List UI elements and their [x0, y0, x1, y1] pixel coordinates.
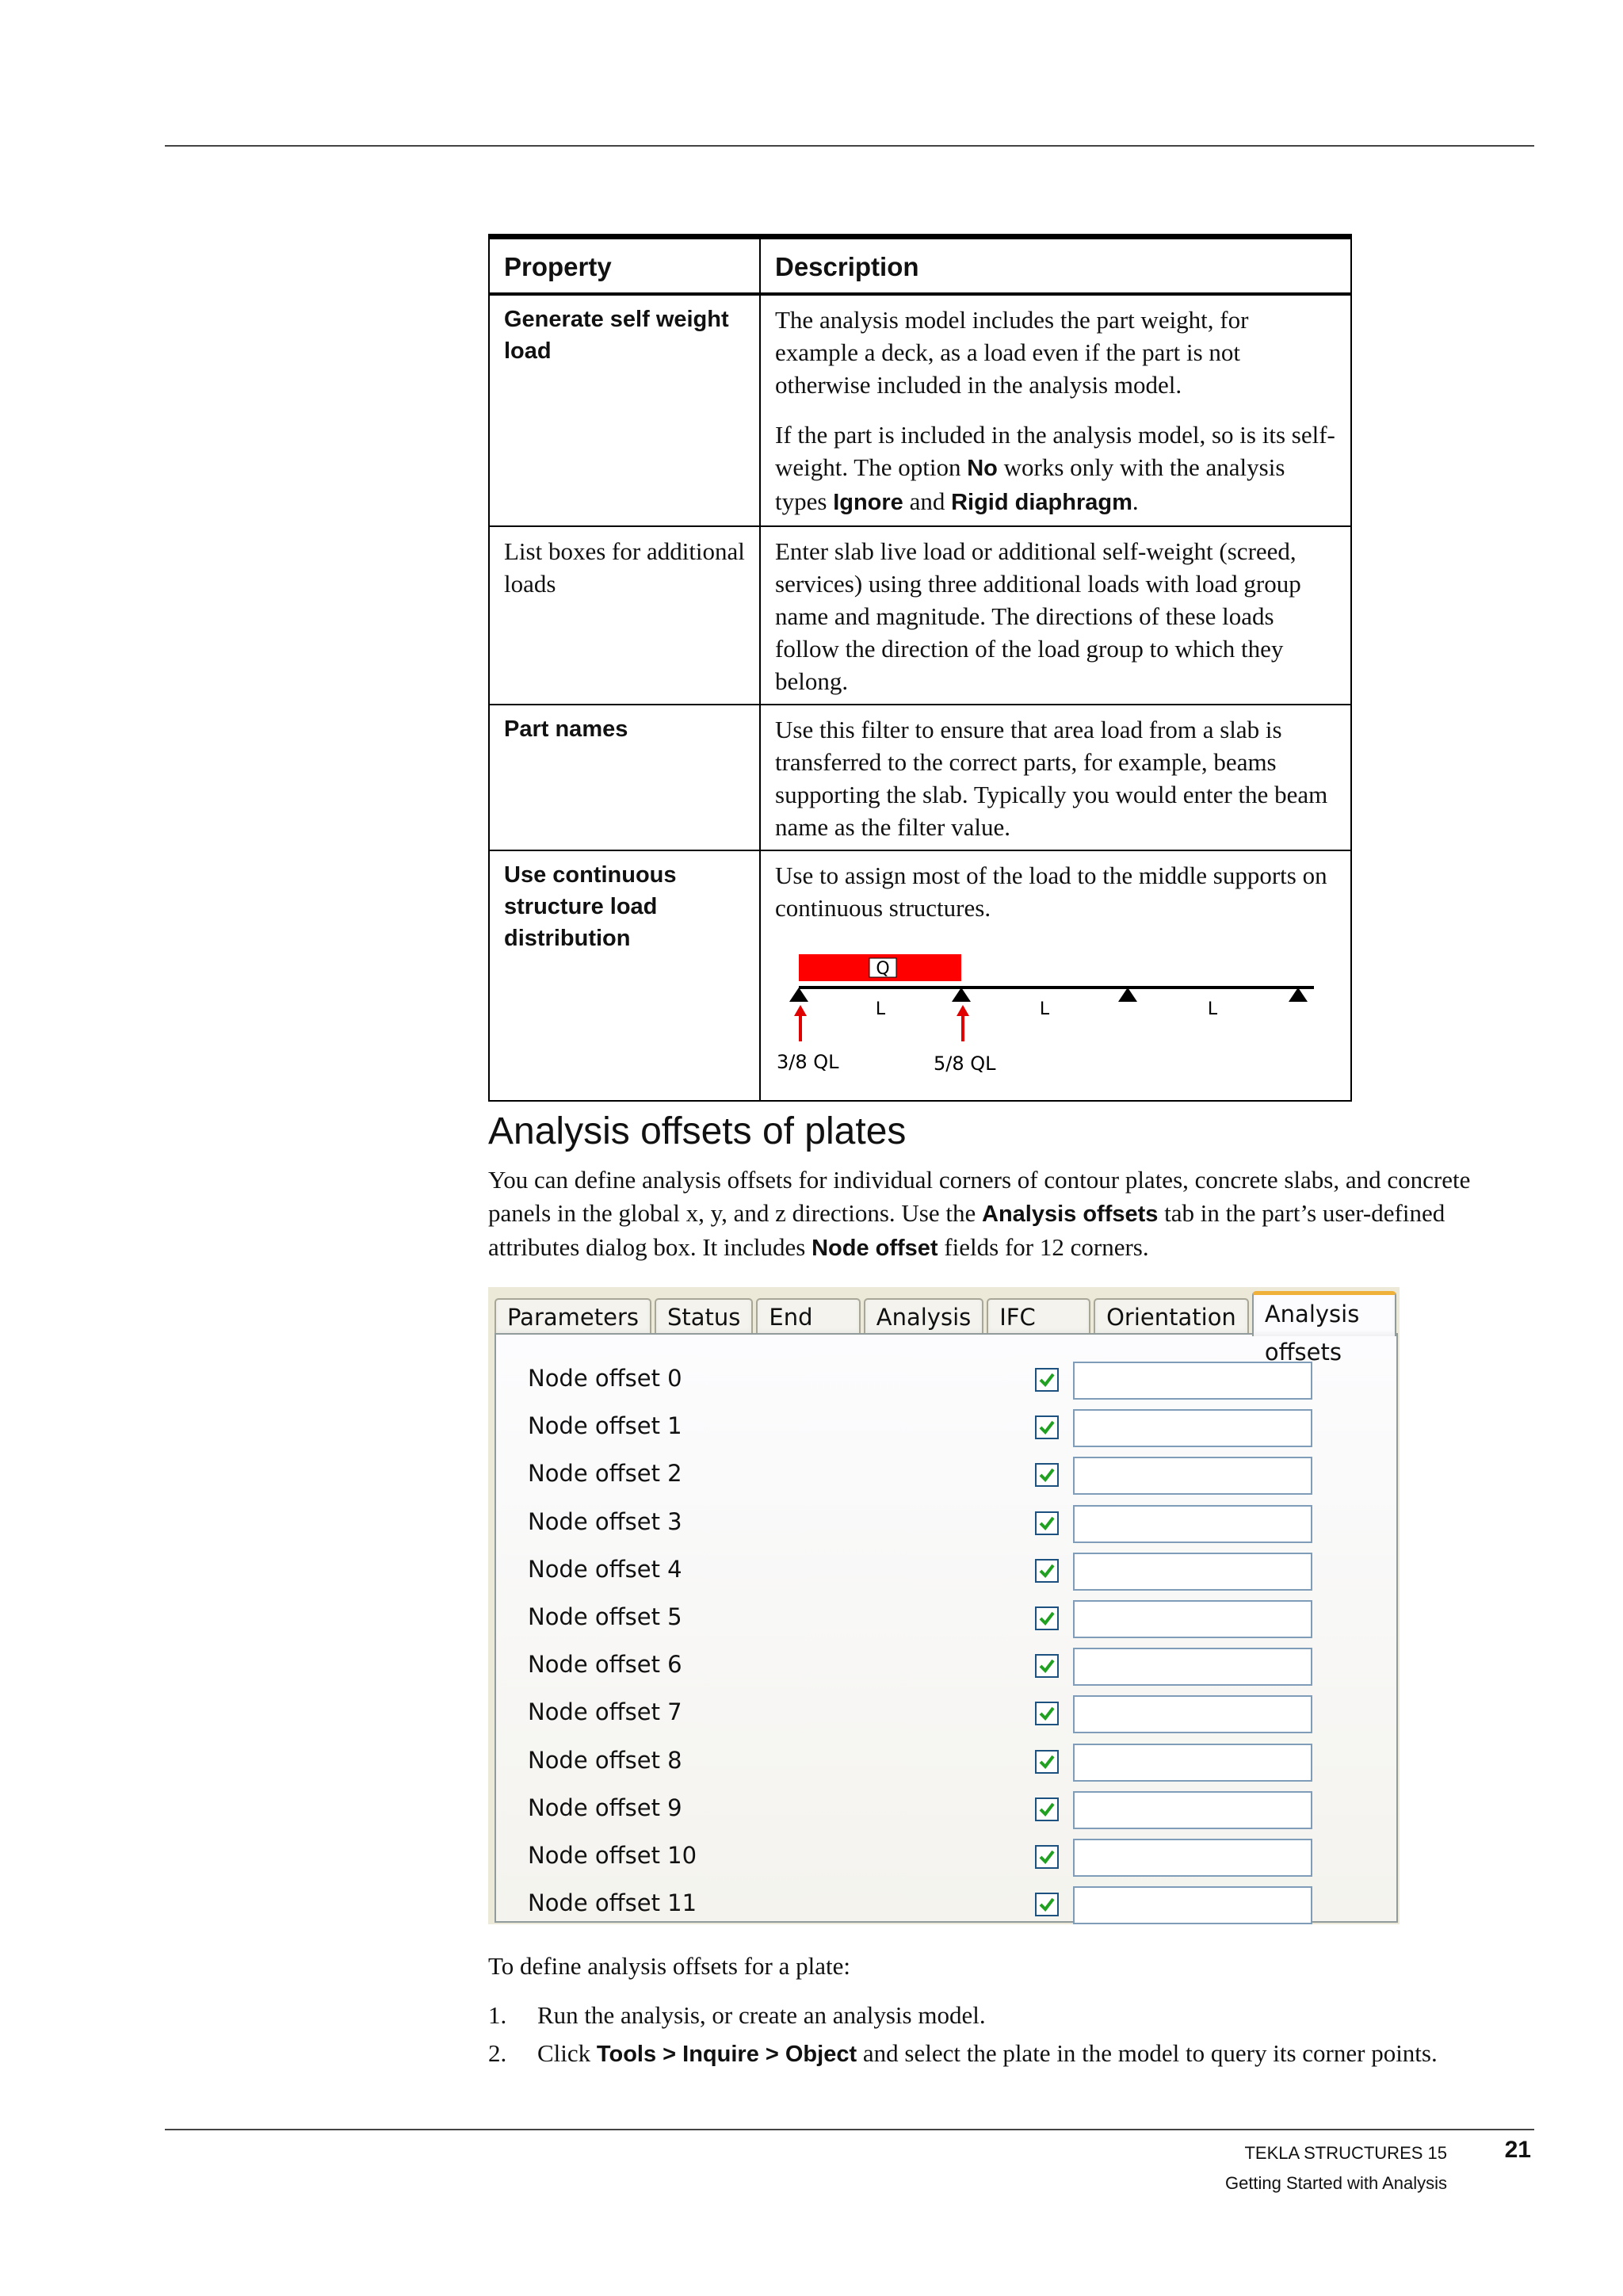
page-number: 21 [1504, 2137, 1531, 2163]
support-icon [952, 988, 971, 1002]
node-offset-input[interactable] [1073, 1839, 1312, 1877]
table-row [489, 526, 1351, 705]
property-cell: Use continuous structure load distribution [489, 850, 760, 1101]
description-cell: Use this filter to ensure that area load from a slab is transferred to the correct parts, for example, beams supporting the slab. Typically you would enter the beam name as the filter value. [760, 705, 1351, 850]
tab-analysis[interactable]: Analysis [864, 1298, 983, 1335]
node-offset-input[interactable] [1073, 1457, 1312, 1495]
node-offset-checkbox[interactable] [1035, 1750, 1059, 1774]
table-row [489, 705, 1351, 850]
text-run: works only with the analysis types [775, 453, 1285, 515]
footer-rule [165, 2129, 1534, 2130]
node-offset-input[interactable] [1073, 1648, 1312, 1686]
menu-path: Tools > Inquire > Object [596, 2042, 857, 2067]
tab-parameters[interactable]: Parameters [495, 1298, 651, 1335]
load-label: Q [876, 959, 890, 979]
node-offset-row [496, 1695, 1396, 1740]
reaction-left-label: 3/8 QL [777, 1051, 839, 1073]
node-offset-label: Node offset 2 [528, 1460, 682, 1488]
node-offset-input[interactable] [1073, 1600, 1312, 1638]
node-offset-label: Node offset 6 [528, 1651, 682, 1679]
node-offset-row [496, 1886, 1396, 1931]
node-offset-row [496, 1648, 1396, 1692]
tab-orientation[interactable]: Orientation [1094, 1298, 1249, 1335]
node-offset-checkbox[interactable] [1035, 1415, 1059, 1439]
node-offset-label: Node offset 1 [528, 1412, 682, 1440]
node-offset-checkbox[interactable] [1035, 1702, 1059, 1725]
span-label: L [875, 999, 886, 1019]
node-offset-input[interactable] [1073, 1695, 1312, 1733]
node-offset-label: Node offset 5 [528, 1603, 682, 1630]
text-run: fields for 12 corners. [938, 1233, 1149, 1261]
tab-status[interactable]: Status [655, 1298, 753, 1335]
reaction-arrow-icon [957, 1005, 969, 1041]
analysis-offsets-dialog [488, 1287, 1400, 1924]
node-offset-term: Node offset [812, 1236, 938, 1261]
node-offset-checkbox[interactable] [1035, 1845, 1059, 1869]
checkmark-icon [1038, 1657, 1056, 1675]
node-offset-checkbox[interactable] [1035, 1654, 1059, 1678]
node-offset-row [496, 1791, 1396, 1836]
node-offset-row [496, 1839, 1396, 1883]
support-icon [789, 988, 808, 1002]
node-offset-row [496, 1409, 1396, 1454]
tab-panel [495, 1333, 1398, 1923]
checkmark-icon [1038, 1562, 1056, 1580]
tab-ifc-export[interactable]: IFC [987, 1298, 1090, 1335]
node-offset-input[interactable] [1073, 1553, 1312, 1591]
node-offset-row [496, 1505, 1396, 1549]
description-cell [760, 294, 1351, 526]
tab-strip [495, 1292, 1400, 1366]
footer-product-name: TEKLA STRUCTURES 15 [1244, 2143, 1447, 2163]
step-text [537, 2037, 1438, 2071]
description-paragraph [775, 418, 1336, 519]
node-offset-row [496, 1553, 1396, 1597]
option-ignore: Ignore [833, 490, 903, 515]
node-offset-input[interactable] [1073, 1409, 1312, 1447]
property-cell: Part names [489, 705, 760, 850]
checkmark-icon [1038, 1466, 1056, 1484]
description-paragraph: Use to assign most of the load to the middle supports on continuous structures. [775, 861, 1327, 922]
span-label: L [1207, 999, 1218, 1019]
node-offset-checkbox[interactable] [1035, 1606, 1059, 1630]
checkmark-icon [1038, 1801, 1056, 1818]
checkmark-icon [1038, 1610, 1056, 1627]
text-run: Click [537, 2039, 597, 2067]
property-cell: Generate self weight load [489, 294, 760, 526]
node-offset-row [496, 1600, 1396, 1645]
footer-guide-title: Getting Started with Analysis [1224, 2173, 1447, 2193]
checkmark-icon [1038, 1515, 1056, 1532]
node-offset-checkbox[interactable] [1035, 1511, 1059, 1535]
properties-table [488, 234, 1352, 1102]
property-cell: List boxes for additional loads [489, 526, 760, 705]
node-offset-input[interactable] [1073, 1791, 1312, 1829]
support-icon [1289, 988, 1308, 1002]
text-run: and [903, 487, 952, 515]
node-offset-label: Node offset 11 [528, 1889, 697, 1917]
node-offset-input[interactable] [1073, 1744, 1312, 1782]
node-offset-row [496, 1457, 1396, 1501]
step-number: 1. [488, 2001, 507, 2029]
description-cell: Enter slab live load or additional self-weight (screed, services) using three additional loads with load group name and magnitude. The directions of these loads follow the direction of the load group to which they belong. [760, 526, 1351, 705]
section-heading: Analysis offsets of plates [488, 1110, 907, 1152]
node-offset-label: Node offset 4 [528, 1555, 682, 1583]
node-offset-row [496, 1362, 1396, 1406]
node-offset-label: Node offset 7 [528, 1698, 682, 1726]
checkmark-icon [1038, 1705, 1056, 1722]
support-icon [1118, 988, 1137, 1002]
tab-analysis-offsets[interactable]: Analysis offsets [1252, 1291, 1396, 1336]
node-offset-checkbox[interactable] [1035, 1559, 1059, 1583]
option-rigid-diaphragm: Rigid diaphragm [951, 490, 1132, 515]
reaction-arrow-icon [794, 1005, 807, 1041]
description-paragraph: The analysis model includes the part weight, for example a deck, as a load even if the part is not otherwise included in the analysis model. [775, 306, 1249, 399]
step-number: 2. [488, 2039, 507, 2067]
checkmark-icon [1038, 1419, 1056, 1436]
text-run: and select the plate in the model to query its corner points. [857, 2039, 1438, 2067]
table-row [489, 850, 1351, 1101]
checkmark-icon [1038, 1753, 1056, 1771]
header-rule [165, 145, 1534, 147]
node-offset-label: Node offset 8 [528, 1746, 682, 1774]
node-offset-checkbox[interactable] [1035, 1463, 1059, 1487]
header-property: Property [489, 237, 760, 295]
checkmark-icon [1038, 1896, 1056, 1913]
table-header-row [489, 237, 1351, 295]
text-run: . [1132, 487, 1139, 515]
node-offset-input[interactable] [1073, 1886, 1312, 1924]
steps-intro: To define analysis offsets for a plate: [488, 1952, 850, 1980]
checkmark-icon [1038, 1371, 1056, 1389]
span-label: L [1039, 999, 1050, 1019]
node-offset-label: Node offset 10 [528, 1842, 697, 1869]
header-description: Description [760, 237, 1351, 295]
reaction-right-label: 5/8 QL [934, 1052, 996, 1075]
node-offset-label: Node offset 0 [528, 1365, 682, 1392]
node-offset-checkbox[interactable] [1035, 1368, 1059, 1392]
option-no: No [967, 456, 998, 481]
intro-paragraph [488, 1163, 1534, 1265]
checkmark-icon [1038, 1848, 1056, 1866]
step-text: Run the analysis, or create an analysis model. [537, 2001, 986, 2029]
continuous-beam-diagram [775, 953, 1330, 1087]
node-offset-input[interactable] [1073, 1505, 1312, 1543]
node-offset-checkbox[interactable] [1035, 1797, 1059, 1821]
node-offset-label: Node offset 9 [528, 1794, 682, 1821]
description-cell [760, 850, 1351, 1101]
text-run: You can define analysis offsets for individual corners of contour plates, concrete slabs, and concrete panels in the global x, y, and z directions. Use the [488, 1166, 1471, 1227]
table-row [489, 294, 1351, 526]
node-offset-row [496, 1744, 1396, 1788]
node-offset-label: Node offset 3 [528, 1507, 682, 1535]
text-run: If the part is included in the analysis model, so is its self-weight. The option [775, 421, 1335, 481]
text-run: tab in the part’s user-defined attributes dialog box. It includes [488, 1199, 1445, 1261]
analysis-offsets-term: Analysis offsets [982, 1201, 1159, 1227]
tab-end-codes[interactable]: End [756, 1298, 860, 1335]
node-offset-checkbox[interactable] [1035, 1893, 1059, 1916]
